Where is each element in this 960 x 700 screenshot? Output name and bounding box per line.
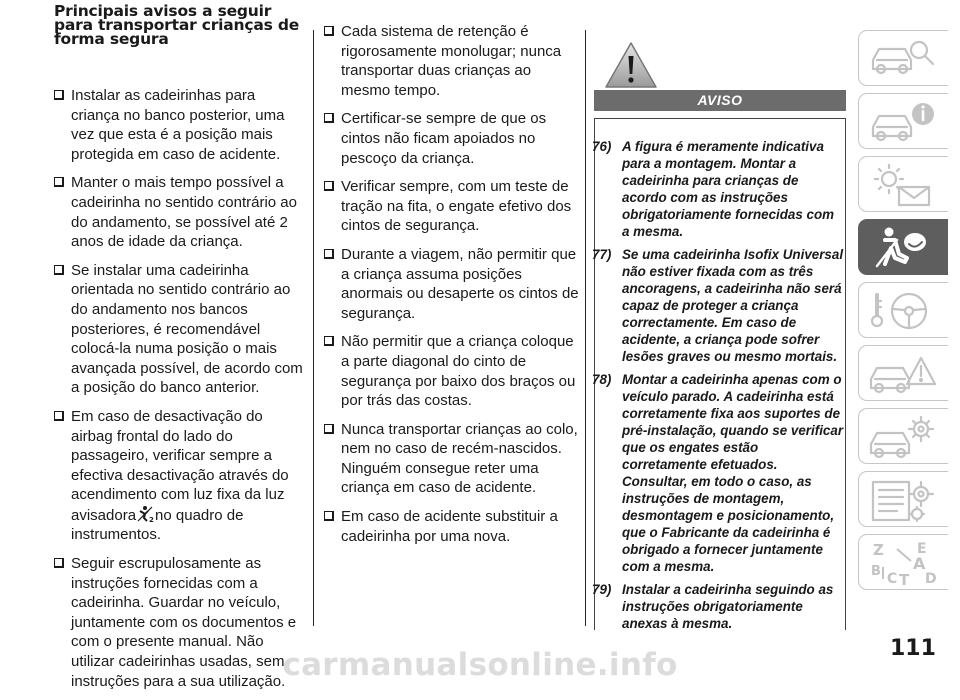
index-letter: C: [887, 571, 898, 587]
index-letter: Z: [873, 541, 884, 559]
tab-car-info[interactable]: [858, 93, 948, 149]
car-search-icon: [867, 35, 939, 83]
car-warning-triangle-icon: [867, 350, 939, 398]
list-item: [324, 245, 580, 323]
seatbelt-airbag-icon: [867, 224, 939, 272]
list-item: [54, 173, 304, 251]
watermark: carmanualsonline.info: [282, 647, 678, 683]
list-item: [324, 420, 580, 498]
checkbox-bullet-icon: [54, 177, 64, 187]
note-text: Montar a cadeirinha apenas com o veículo parado. A cadeirinha está corretamente fixa aos suportes de pré-instalação, quando se verificar que os engates estão corretamente efetuados. Consultar, em todo o caso, as instruções de montagem, desmontagem e posicionamento, que o Fabricante da cadeirinha é obrigado a fornecer juntamente com a mesma.: [622, 372, 844, 574]
warning-note: [592, 246, 844, 365]
car-info-icon: [867, 98, 939, 146]
checkbox-bullet-icon: [54, 411, 64, 421]
list-item: [324, 22, 580, 100]
list-item-text: Verificar sempre, com um teste de tração na fita, o engate efetivo dos cintos de segurança.: [341, 178, 572, 235]
list-item-text: Não permitir que a criança coloque a parte diagonal do cinto de segurança por baixo dos braços ou por trás das costas.: [341, 333, 576, 410]
warning-header: AVISO: [594, 90, 846, 111]
page-number: 111: [890, 636, 936, 661]
list-item: [54, 261, 304, 398]
note-number: 77): [592, 247, 612, 262]
list-item-text: Seguir escrupulosamente as instruções fornecidas com a cadeirinha. Guardar no veículo, juntamente com os documentos e com o presente manual. Não utilizar cadeirinhas usadas, sem instruções para a sua utilização.: [71, 555, 297, 690]
index-letter: B: [871, 564, 881, 579]
tab-servicing[interactable]: [858, 408, 948, 464]
airbag-off-warning-icon: [136, 505, 155, 523]
note-number: 76): [592, 139, 612, 154]
checkbox-bullet-icon: [324, 113, 334, 123]
index-letter: E: [917, 541, 927, 557]
list-item-text: Nunca transportar crianças ao colo, nem no caso de recém-nascidos. Ninguém consegue reter uma criança em caso de acidente.: [341, 420, 578, 497]
checkbox-bullet-icon: [54, 90, 64, 100]
note-text: A figura é meramente indicativa para a montagem. Montar a cadeirinha para crianças de acordo com as instruções obrigatoriamente fornecidas com a mesma.: [622, 139, 835, 239]
list-item-text: Instalar as cadeirinhas para criança no banco posterior, uma vez que esta é a posição mais protegida em caso de acidente.: [71, 87, 285, 163]
chapter-tabs: [858, 30, 948, 597]
list-item-text: Em caso de acidente substituir a cadeirinha por uma nova.: [341, 508, 558, 545]
list-item: [54, 86, 304, 164]
warning-triangle-icon: [604, 40, 658, 90]
list-item-text: Manter o mais tempo possível a cadeirinha no sentido contrário ao do andamento, se possível até 2 anos de idade da criança.: [71, 174, 297, 251]
checkbox-bullet-icon: [54, 558, 64, 568]
note-text: Instalar a cadeirinha seguindo as instruções obrigatoriamente anexas à mesma.: [622, 582, 834, 631]
note-number: 79): [592, 582, 612, 597]
list-item-text: Durante a viagem, não permitir que a criança assuma posições anormais ou desaperte os cintos de segurança.: [341, 245, 579, 322]
list-item-text: Cada sistema de retenção é rigorosamente monolugar; nunca transportar duas crianças ao mesmo tempo.: [341, 23, 562, 99]
note-number: 78): [592, 372, 612, 387]
checkbox-bullet-icon: [324, 181, 334, 191]
list-item: [324, 177, 580, 236]
tab-starting-driving[interactable]: [858, 282, 948, 338]
list-item-text: Em caso de desactivação do airbag frontal do lado do passageiro, verificar sempre a efectiva desactivação através do acendimento com luz fixa da luz avisadora: [71, 407, 289, 524]
checkbox-bullet-icon: [324, 336, 334, 346]
steering-wheel-key-icon: [867, 287, 939, 335]
warning-notes-list: [592, 138, 844, 638]
warning-note: [592, 138, 844, 240]
checkbox-bullet-icon: [324, 249, 334, 259]
page-title: Principais avisos a seguir para transportar crianças de forma segura: [54, 2, 300, 48]
index-letter: A: [913, 554, 926, 573]
technical-specs-list-icon: [867, 476, 939, 524]
tab-emergency[interactable]: [858, 345, 948, 401]
tab-safety[interactable]: [858, 219, 948, 275]
warning-light-message-icon: [867, 161, 939, 209]
list-item: [54, 407, 304, 545]
list-item: [324, 332, 580, 410]
list-item-text: Se instalar uma cadeirinha orientada no sentido contrário ao do andamento nos bancos posteriores, é recomendável colocá-la numa posição o mais avançada possível, de acordo com a posição do banco anterior.: [71, 261, 303, 397]
column-divider: [585, 30, 586, 626]
tab-warning-lights[interactable]: [858, 156, 948, 212]
car-service-gear-icon: [867, 413, 939, 461]
svg-text:2: 2: [149, 515, 154, 523]
warning-note: [592, 371, 844, 575]
list-item: [324, 507, 580, 546]
column-divider: [313, 30, 314, 626]
alphabetical-index-icon: [867, 539, 939, 587]
note-text: Se uma cadeirinha Isofix Universal não estiver fixada com as três ancoragens, a cadeirinha não será capaz de proteger a criança correctamente. Em caso de acidente, a criança pode sofrer lesões graves ou mesmo mortais.: [622, 247, 844, 364]
index-letter: D: [925, 571, 937, 587]
middle-column-list: [324, 22, 580, 555]
checkbox-bullet-icon: [324, 424, 334, 434]
tab-car-search[interactable]: [858, 30, 948, 86]
index-letter: T: [899, 571, 910, 587]
checkbox-bullet-icon: [54, 265, 64, 275]
warning-note: [592, 581, 844, 632]
list-item-text: Certificar-se sempre de que os cintos não ficam apoiados no pescoço da criança.: [341, 110, 547, 167]
left-column-list: [54, 86, 304, 700]
checkbox-bullet-icon: [324, 511, 334, 521]
list-item-text: no quadro de instrumentos.: [71, 506, 244, 544]
tab-technical-specs[interactable]: [858, 471, 948, 527]
tab-index[interactable]: [858, 534, 948, 590]
list-item: [324, 109, 580, 168]
checkbox-bullet-icon: [324, 26, 334, 36]
